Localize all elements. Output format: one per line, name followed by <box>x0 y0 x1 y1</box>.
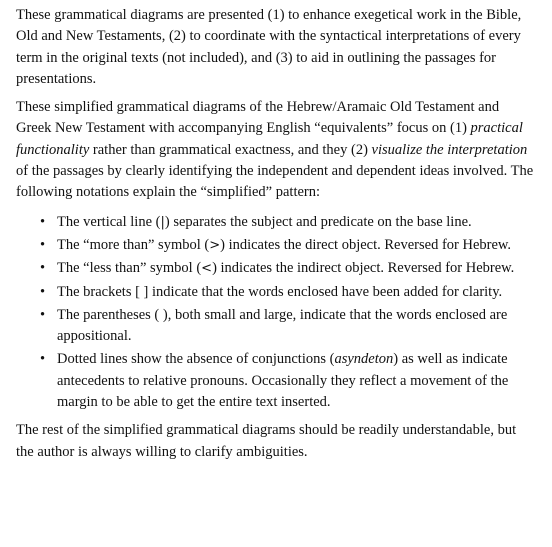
symbol-vertical-line: | <box>160 214 165 230</box>
list-item-text: The “more than” symbol ( <box>57 236 210 253</box>
asyndeton-emphasis: asyndeton <box>334 351 394 368</box>
list-item <box>40 212 536 233</box>
bullet-icon: • <box>40 306 46 323</box>
bullet-icon: • <box>40 236 46 253</box>
overview-emphasis-2: visualize the interpretation <box>371 141 528 158</box>
symbol-greater-than: > <box>209 237 221 253</box>
intro-paragraph: These grammatical diagrams are presented (1) to enhance exegetical work in the Bible, Old and New Testaments, (2) to coordinate with the syntactical interpretations of every term in the original texts (not included), and (3) to aid in outlining the passages for presentations. <box>16 7 522 87</box>
list-item-text: The vertical line ( <box>57 213 161 230</box>
symbol-less-than: < <box>201 261 213 277</box>
overview-emphasis-1: practical functionality <box>16 120 523 158</box>
overview-text-3: of the passages by clearly identifying the independent and dependent ideas involved. The following notations explain the “simplified” pattern: <box>16 163 534 201</box>
overview-paragraph <box>16 97 536 203</box>
bullet-icon: • <box>40 351 46 368</box>
bullet-icon: • <box>40 213 46 230</box>
list-item-text: ) indicates the indirect object. Reversed for Hebrew. <box>212 260 515 277</box>
list-item <box>40 235 536 256</box>
notation-list <box>16 212 536 414</box>
bullet-icon: • <box>40 260 46 277</box>
list-item <box>40 258 536 279</box>
list-item-text: ) as well as indicate antecedents to relative pronouns. Occasionally they reflect a movement of the margin to be able to get the entire text inserted. <box>57 351 509 411</box>
list-item-text: ) indicates the direct object. Reversed for Hebrew. <box>220 236 512 253</box>
overview-text-1: These simplified grammatical diagrams of the Hebrew/Aramaic Old Testament and Greek New Testament with accompanying English “equivalents” focus on (1) <box>16 99 500 137</box>
list-item-text: ) separates the subject and predicate on the base line. <box>164 213 472 230</box>
list-item-text: Dotted lines show the absence of conjunctions ( <box>57 351 335 368</box>
list-item-text: The parentheses ( ), both small and large, indicate that the words enclosed are appositional. <box>57 306 508 345</box>
bullet-icon: • <box>40 283 46 300</box>
closing-paragraph: The rest of the simplified grammatical diagrams should be readily understandable, but the author is always willing to clarify ambiguities. <box>16 422 517 460</box>
list-item <box>40 349 536 413</box>
list-item <box>40 305 536 348</box>
list-item <box>40 282 536 303</box>
list-item-text: The “less than” symbol ( <box>57 260 202 277</box>
list-item-text: The brackets [ ] indicate that the words enclosed have been added for clarity. <box>57 283 503 300</box>
overview-text-2: rather than grammatical exactness, and they (2) <box>89 141 372 158</box>
